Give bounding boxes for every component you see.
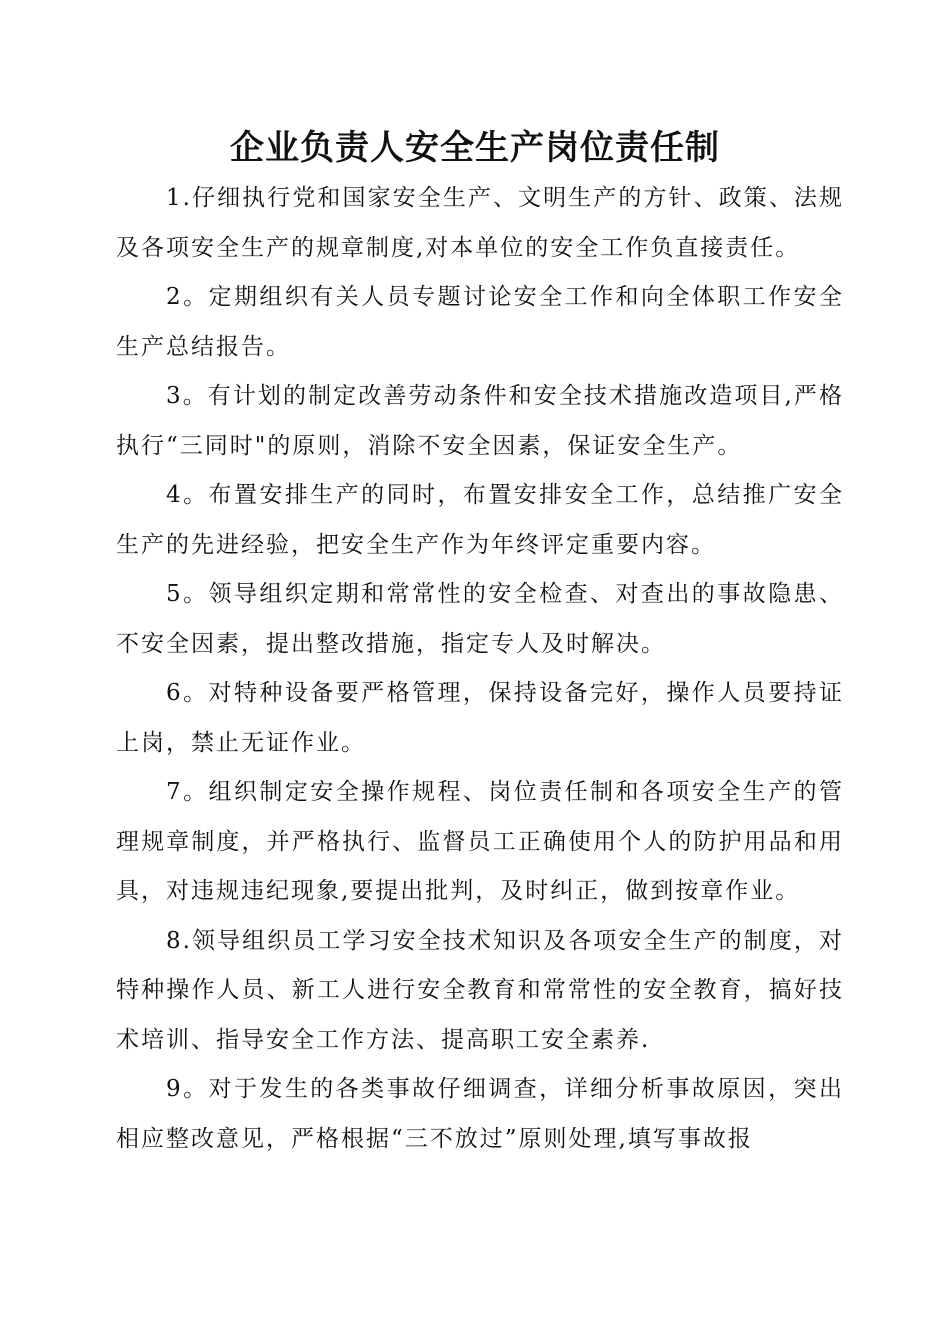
paragraph-9: 9。对于发生的各类事故仔细调查，详细分析事故原因，突出相应整改意见，严格根据“三不放过”原则处理,填写事故报 bbox=[116, 1076, 844, 1152]
paragraph-4: 4。布置安排生产的同时，布置安排安全工作，总结推广安全生产的先进经验，把安全生产作为年终评定重要内容。 bbox=[116, 482, 844, 558]
document-body bbox=[116, 174, 844, 1164]
paragraph-8: 8.领导组织员工学习安全技术知识及各项安全生产的制度，对特种操作人员、新工人进行安全教育和常常性的安全教育，搞好技术培训、指导安全工作方法、提高职工安全素养. bbox=[116, 927, 844, 1053]
paragraph-5: 5。领导组织定期和常常性的安全检查、对查出的事故隐患、不安全因素，提出整改措施，指定专人及时解决。 bbox=[116, 581, 844, 657]
paragraph-3: 3。有计划的制定改善劳动条件和安全技术措施改造项目,严格执行“三同时"的原则，消除不安全因素，保证安全生产。 bbox=[116, 383, 844, 459]
document-title: 企业负责人安全生产岗位责任制 bbox=[230, 128, 720, 168]
paragraph-6: 6。对特种设备要严格管理，保持设备完好，操作人员要持证上岗，禁止无证作业。 bbox=[116, 680, 844, 756]
paragraph-1: 1.仔细执行党和国家安全生产、文明生产的方针、政策、法规及各项安全生产的规章制度,对本单位的安全工作负直接责任。 bbox=[116, 185, 844, 261]
paragraph-2: 2。定期组织有关人员专题讨论安全工作和向全体职工作安全生产总结报告。 bbox=[116, 284, 844, 360]
paragraph-7: 7。组织制定安全操作规程、岗位责任制和各项安全生产的管理规章制度，并严格执行、监督员工正确使用个人的防护用品和用具，对违规违纪现象,要提出批判，及时纠正，做到按章作业。 bbox=[116, 779, 844, 904]
